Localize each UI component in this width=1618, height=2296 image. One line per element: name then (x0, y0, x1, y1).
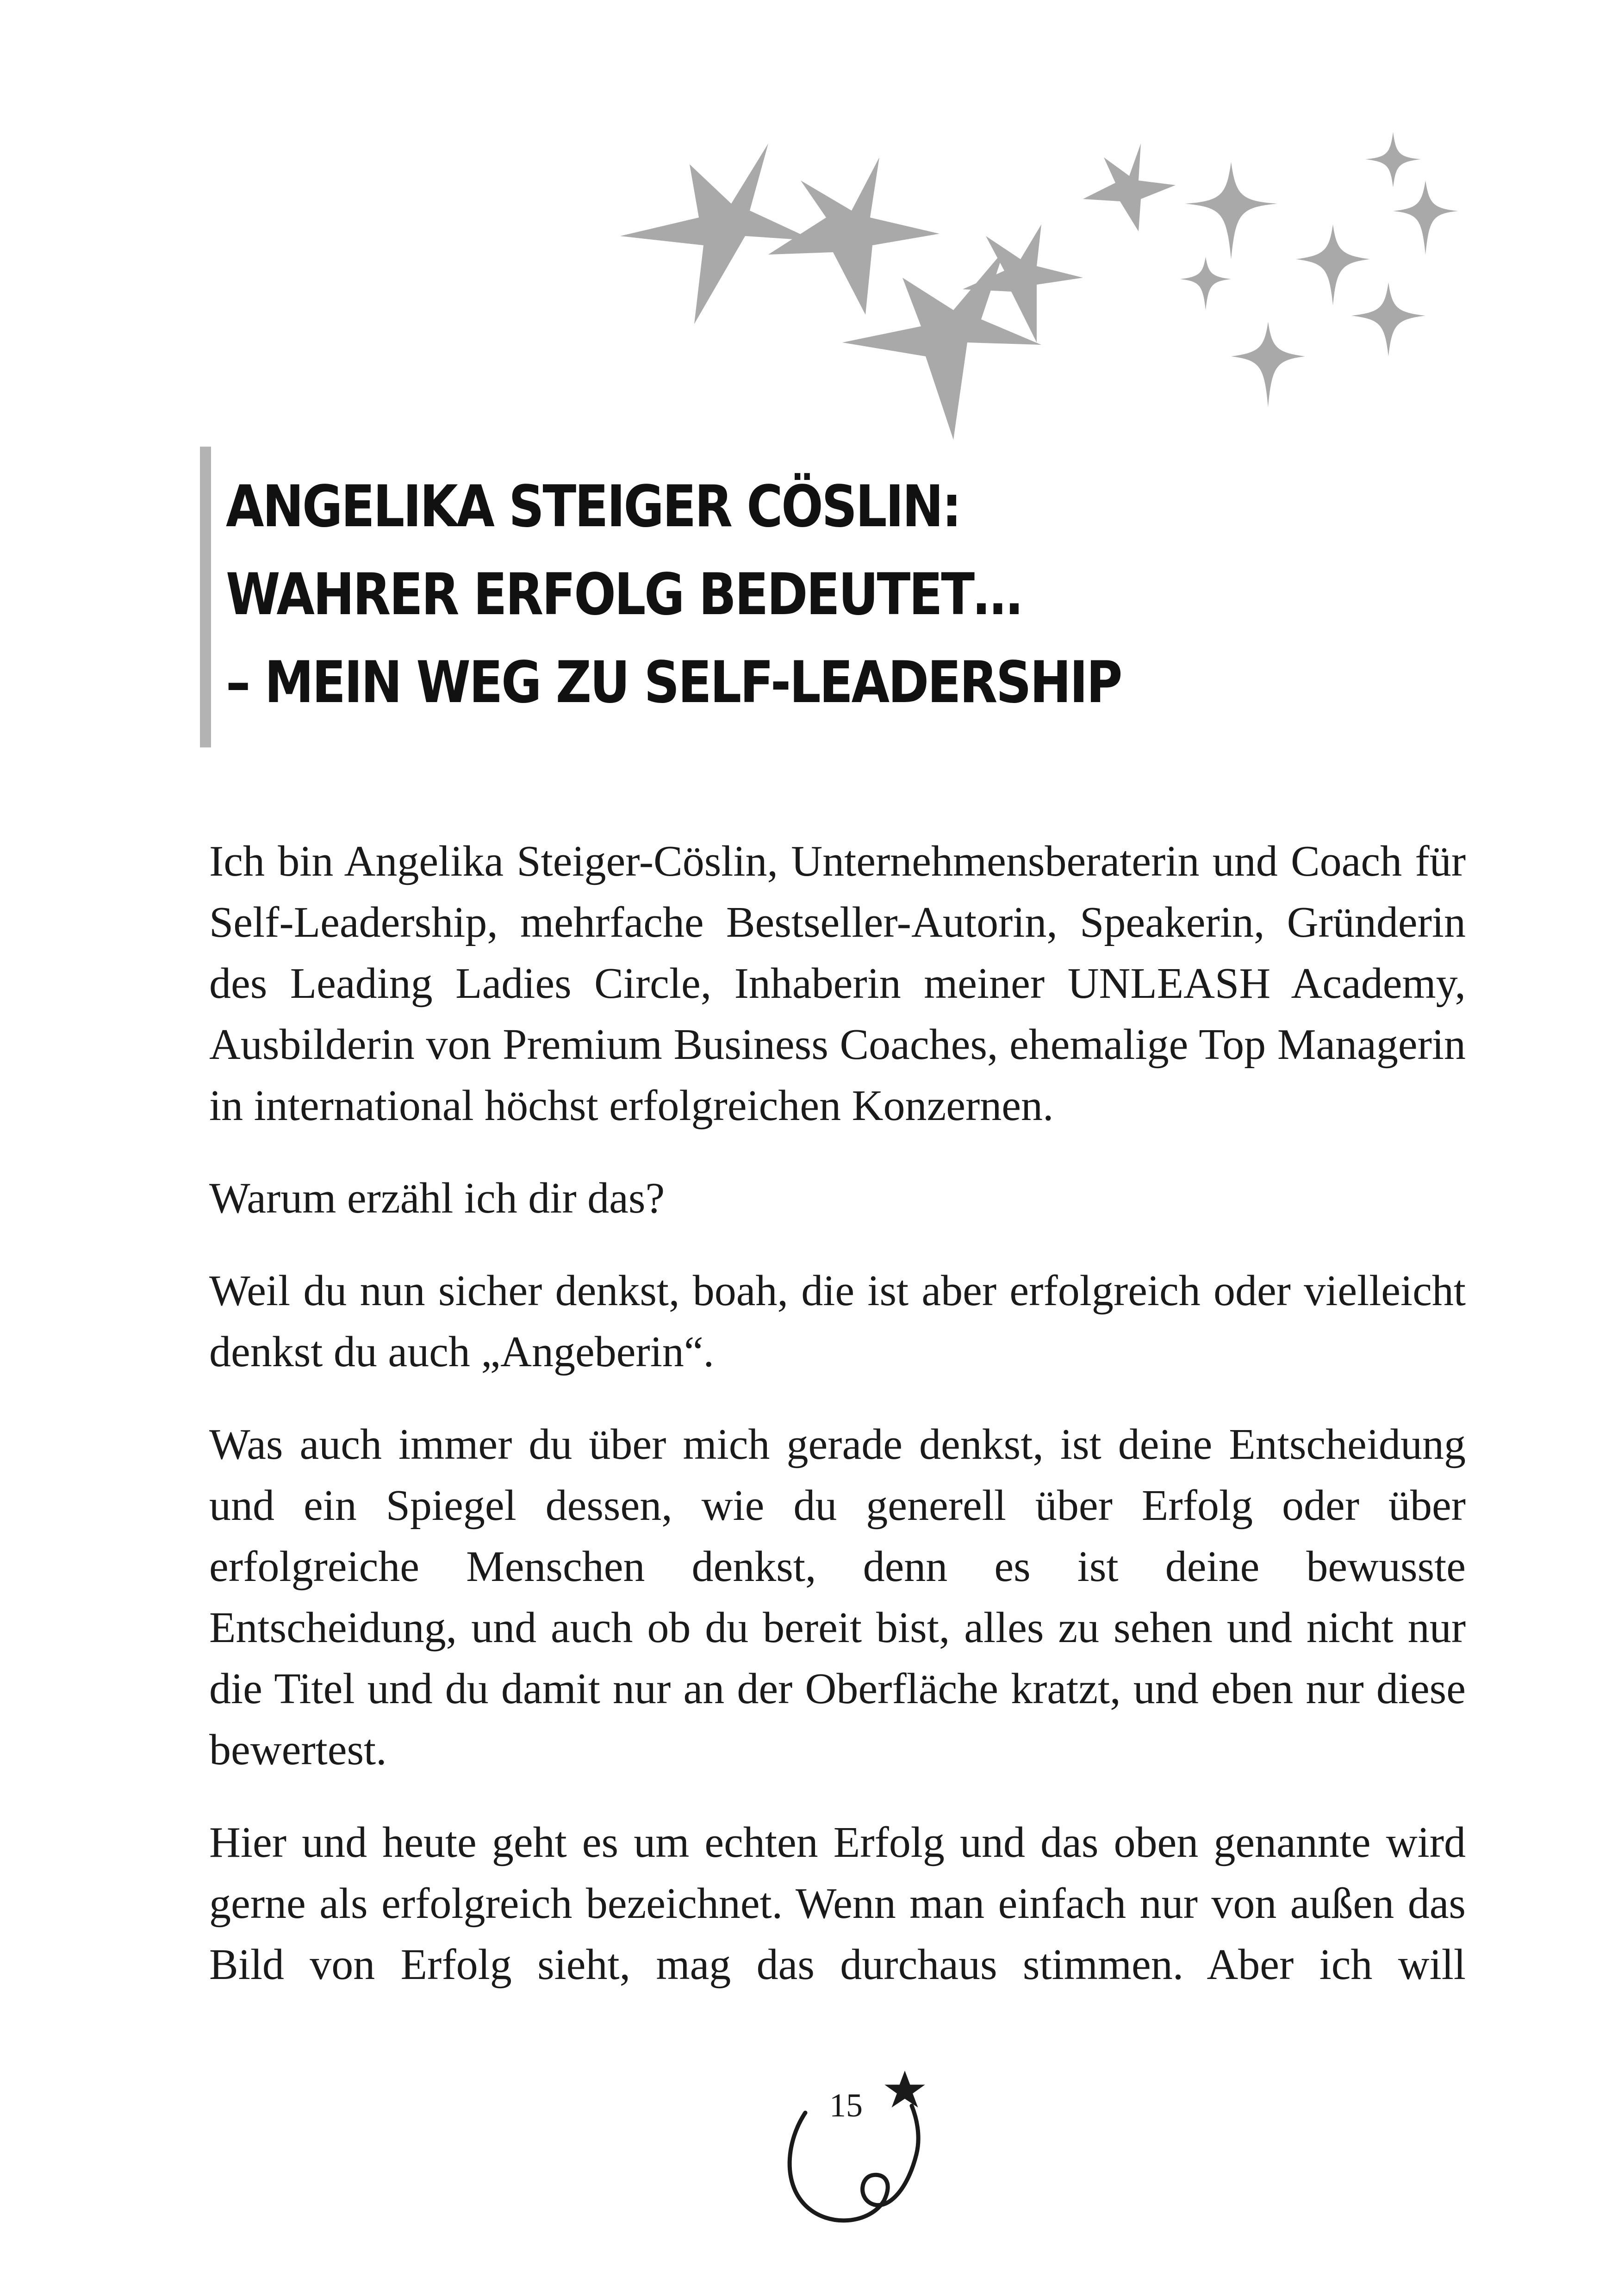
heading-line-1: ANGELIKA STEIGER CÖSLIN: (226, 473, 960, 540)
paragraph-decision: Was auch immer du über mich gerade denkst, ist deine Entscheidung und ein Spiegel dessen, wie du generell über Erfolg oder über erfolgreiche Menschen denkst, denn es ist deine bewusste Entscheidung, und auch ob du bereit bist, alles zu sehen und nicht nur die Titel und du damit nur an der Oberfläche kratzt, und eben nur diese bewertest. (209, 1420, 1466, 1774)
star-icon (620, 143, 815, 324)
star-cluster-decoration (602, 125, 1481, 449)
paragraph-question: Warum erzähl ich dir das? (209, 1174, 665, 1222)
paragraph-reaction: Weil du nun sicher denkst, boah, die ist aber erfolgreich oder vielleicht denkst du auch „Angeberin“. (209, 1267, 1466, 1376)
paragraph-intro: Ich bin Angelika Steiger-Cöslin, Unternehmensberaterin und Coach für Self-Leadership, mehrfache Bestseller-Autorin, Speakerin, Gründerin des Leading Ladies Circle, Inhaberin meiner UNLEASH Academy, Ausbilderin von Premium Business Coaches, ehemalige Top Managerin in international höchst erfolgreichen Konzernen. (209, 837, 1466, 1130)
sparkle-icon (1180, 257, 1231, 310)
sparkle-icon (1393, 180, 1458, 255)
sparkle-icon (1231, 322, 1305, 407)
paragraph-success: Hier und heute geht es um echten Erfolg und das oben genannte wird gerne als erfolgreich bezeichnet. Wenn man einfach nur von außen das Bild von Erfolg sieht, mag das durchaus stimmen. Aber ich will (209, 1818, 1466, 1989)
sparkle-icon (1185, 162, 1277, 259)
sparkle-icon (1351, 282, 1425, 356)
sparkle-icon (1365, 132, 1421, 187)
star-icon (1083, 143, 1176, 231)
heading-line-2: WAHRER ERFOLG BEDEUTET… (226, 561, 1021, 628)
heading-line-3: – MEIN WEG ZU SELF-LEADERSHIP (226, 649, 1121, 716)
page-number: 15 (829, 2087, 863, 2124)
heading-accent-bar (200, 447, 211, 747)
chapter-heading (226, 463, 1301, 727)
chapter-body (209, 831, 1466, 2027)
sparkle-icon (1296, 224, 1370, 305)
